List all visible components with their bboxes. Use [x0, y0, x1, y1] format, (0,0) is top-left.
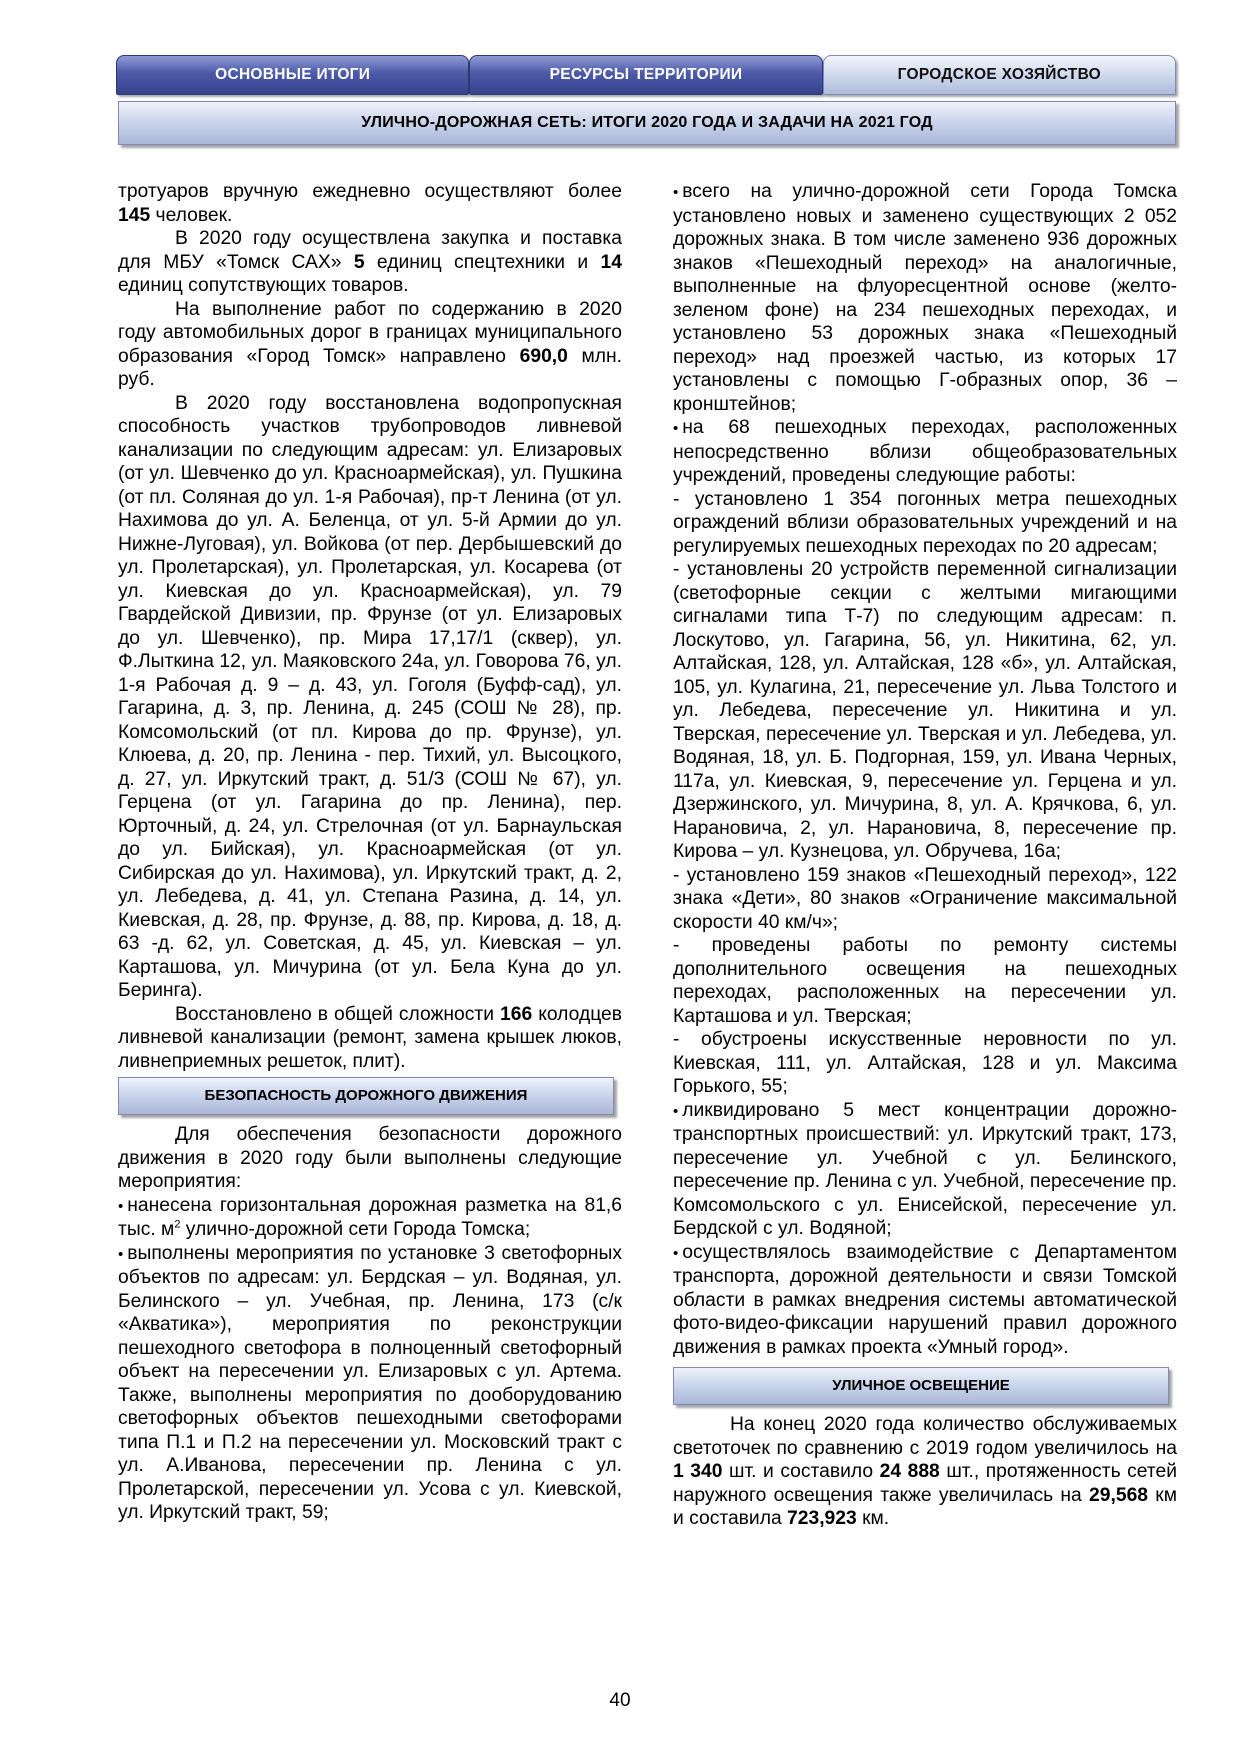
list-item: • нанесена горизонтальная дорожная разметка на 81,6 тыс. $м^2$ улично-дорожной сети Города Томска;	[118, 1194, 622, 1242]
paragraph: тротуаров вручную ежедневно осуществляют более 145 человек.	[118, 181, 622, 226]
tab-city-economy[interactable]	[823, 55, 1176, 95]
section-heading-street-lighting: УЛИЧНОЕ ОСВЕЩЕНИЕ	[673, 1367, 1169, 1405]
list-item: - установлено 1 354 погонных метра пешеходных ограждений вблизи образовательных учреждений и на регулируемых пешеходных переходах по 20 адресам;	[673, 488, 1177, 557]
right-column	[673, 180, 1177, 1531]
paragraph: Восстановлено в общей сложности 166 колодцев ливневой канализации (ремонт, замена крышек люков, ливнеприемных решеток, плит).	[118, 1003, 622, 1072]
paragraph: На конец 2020 года количество обслуживаемых светоточек по сравнению с 2019 годом увеличилось на 1 340 шт. и составило 24 888 шт., протяженность сетей наружного освещения также увеличилась на 29,568 км и составила 723,923 км.	[673, 1414, 1177, 1529]
list-item: • осуществлялось взаимодействие с Департаментом транспорта, дорожной деятельности и связи Томской области в рамках внедрения системы автоматической фото-видео-фиксации нарушений правил дорожного движения в рамках проекта «Умный город».	[673, 1241, 1177, 1360]
section-heading-road-safety: БЕЗОПАСНОСТЬ ДОРОЖНОГО ДВИЖЕНИЯ	[118, 1077, 614, 1115]
paragraph: В 2020 году осуществлена закупка и поставка для МБУ «Томск САХ» 5 единиц спецтехники и 14 единиц сопутствующих товаров.	[118, 228, 622, 296]
list-item: • всего на улично-дорожной сети Города Томска установлено новых и заменено существующих 2 052 дорожных знака. В том числе заменено 936 дорожных знаков «Пешеходный переход» на аналогичные, выполненные на флуоресцентной основе (желто-зеленом фоне) на 234 пешеходных переходах, и установлено 53 дорожных знака «Пешеходный переход» над проезжей частью, из которых 17 установлены с помощью Г-образных опор, 36 – кронштейнов;	[673, 180, 1177, 416]
page-title: УЛИЧНО-ДОРОЖНАЯ СЕТЬ: ИТОГИ 2020 ГОДА И ЗАДАЧИ НА 2021 ГОД	[118, 101, 1176, 145]
section-tabs	[116, 55, 1176, 93]
list-item: - установлены 20 устройств переменной сигнализации (светофорные секции с желтыми мигающими сигналами типа Т-7) по следующим адресам: п. Лоскутово, ул. Гагарина, 56, ул. Никитина, 62, ул. Алтайская, 128, ул. Алтайская, 128 «б», ул. Алтайская, 105, ул. Кулагина, 21, пересечение ул. Льва Толстого и ул. Лебедева, пересечение ул. Никитина и ул. Тверская, пересечение ул. Тверская и ул. Лебедева, ул. Водяная, 18, ул. Б. Подгорная, 159, ул. Ивана Черных, 117а, ул. Киевская, 9, пересечение ул. Герцена и ул. Дзержинского, ул. Мичурина, 8, ул. А. Крячкова, 6, ул. Нарановича, 2, ул. Нарановича, 8, пересечение пр. Кирова – ул. Кузнецова, ул. Обручева, 16а;	[673, 559, 1177, 862]
tab-main-results[interactable]	[116, 55, 469, 95]
list-item: • выполнены мероприятия по установке 3 светофорных объектов по адресам: ул. Бердская – ул. Водяная, ул. Белинского – ул. Учебная, пр. Ленина, 173 (с/к «Акватика»), мероприятия по реконструкции пешеходного светофора в полноценный светофорный объект на пересечении ул. Елизаровых с ул. Артема. Также, выполнены мероприятия по дооборудованию светофорных объектов пешеходными светофорами типа П.1 и П.2 на пересечении ул. Московский тракт с ул. А.Иванова, пересечении пр. Ленина с ул. Пролетарской, пересечении ул. Усова с ул. Киевской, ул. Иркутский тракт, 59;	[118, 1242, 622, 1525]
left-column	[118, 180, 622, 1525]
page-number: 40	[609, 1690, 631, 1711]
list-item: - установлено 159 знаков «Пешеходный переход», 122 знака «Дети», 80 знаков «Ограничение максимальной скорости 40 км/ч»;	[673, 864, 1177, 933]
tab-label: ОСНОВНЫЕ ИТОГИ	[215, 66, 371, 83]
list-item: • на 68 пешеходных переходах, расположенных непосредственно вблизи общеобразовательных учреждений, проведены следующие работы:	[673, 416, 1177, 488]
paragraph: В 2020 году восстановлена водопропускная способность участков трубопроводов ливневой канализации по следующим адресам: ул. Елизаровых (от ул. Шевченко до ул. Красноармейская), ул. Пушкина (от пл. Соляная до ул. 1-я Рабочая), пр-т Ленина (от ул. Нахимова до ул. А. Беленца, от ул. 5-й Армии до ул. Нижне-Луговая), ул. Войкова (от пер. Дербышевский до ул. Пролетарская), ул. Пролетарская, ул. Косарева (от ул. Киевская до ул. Красноармейская), ул. 79 Гвардейской Дивизии, пр. Фрунзе (от ул. Елизаровых до ул. Шевченко), пр. Мира 17,17/1 (сквер), ул. Ф.Лыткина 12, ул. Маяковского 24а, ул. Говорова 76, ул. 1-я Рабочая д. 9 – д. 43, ул. Гоголя (Буфф-сад), ул. Гагарина, д. 3, пр. Ленина, д. 245 (СОШ № 28), пр. Комсомольский (от пл. Кирова до пр. Фрунзе), ул. Клюева, д. 20, пр. Ленина - пер. Тихий, ул. Высоцкого, д. 27, ул. Иркутский тракт, д. 51/3 (СОШ № 67), ул. Герцена (от ул. Гагарина до пр. Ленина), пер. Юрточный, д. 24, ул. Стрелочная (от ул. Барнаульская до ул. Бийская), ул. Красноармейская (от ул. Сибирская до ул. Нахимова), ул. Иркутский тракт, д. 2, ул. Лебедева, д. 41, ул. Степана Разина, д. 14, ул. Киевская, д. 28, пр. Фрунзе, д. 88, пр. Кирова, д. 18, д. 63 -д. 62, ул. Советская, д. 45, ул. Киевская – ул. Карташова, ул. Мичурина (от ул. Бела Куна до ул. Беринга).	[118, 392, 622, 1001]
paragraph: На выполнение работ по содержанию в 2020 году автомобильных дорог в границах муниципального образования «Город Томск» направлено 690,0 млн. руб.	[118, 298, 622, 390]
list-item: - обустроены искусственные неровности по ул. Киевская, 111, ул. Алтайская, 128 и ул. Максима Горького, 55;	[673, 1029, 1177, 1097]
tab-territory-resources[interactable]	[469, 55, 822, 95]
list-item: - проведены работы по ремонту системы дополнительного освещения на пешеходных переходах, расположенных на пересечении ул. Карташова и ул. Тверская;	[673, 935, 1177, 1027]
tab-label: РЕСУРСЫ ТЕРРИТОРИИ	[549, 66, 743, 83]
paragraph: Для обеспечения безопасности дорожного движения в 2020 году были выполнены следующие мероприятия:	[118, 1124, 622, 1192]
tab-label: ГОРОДСКОЕ ХОЗЯЙСТВО	[897, 66, 1102, 83]
list-item: • ликвидировано 5 мест концентрации дорожно-транспортных происшествий: ул. Иркутский тракт, 173, пересечение ул. Учебной с ул. Белинского, пересечение пр. Ленина с ул. Учебной, пересечение пр. Комсомольского с ул. Енисейской, пересечение ул. Бердской с ул. Водяной;	[673, 1099, 1177, 1241]
